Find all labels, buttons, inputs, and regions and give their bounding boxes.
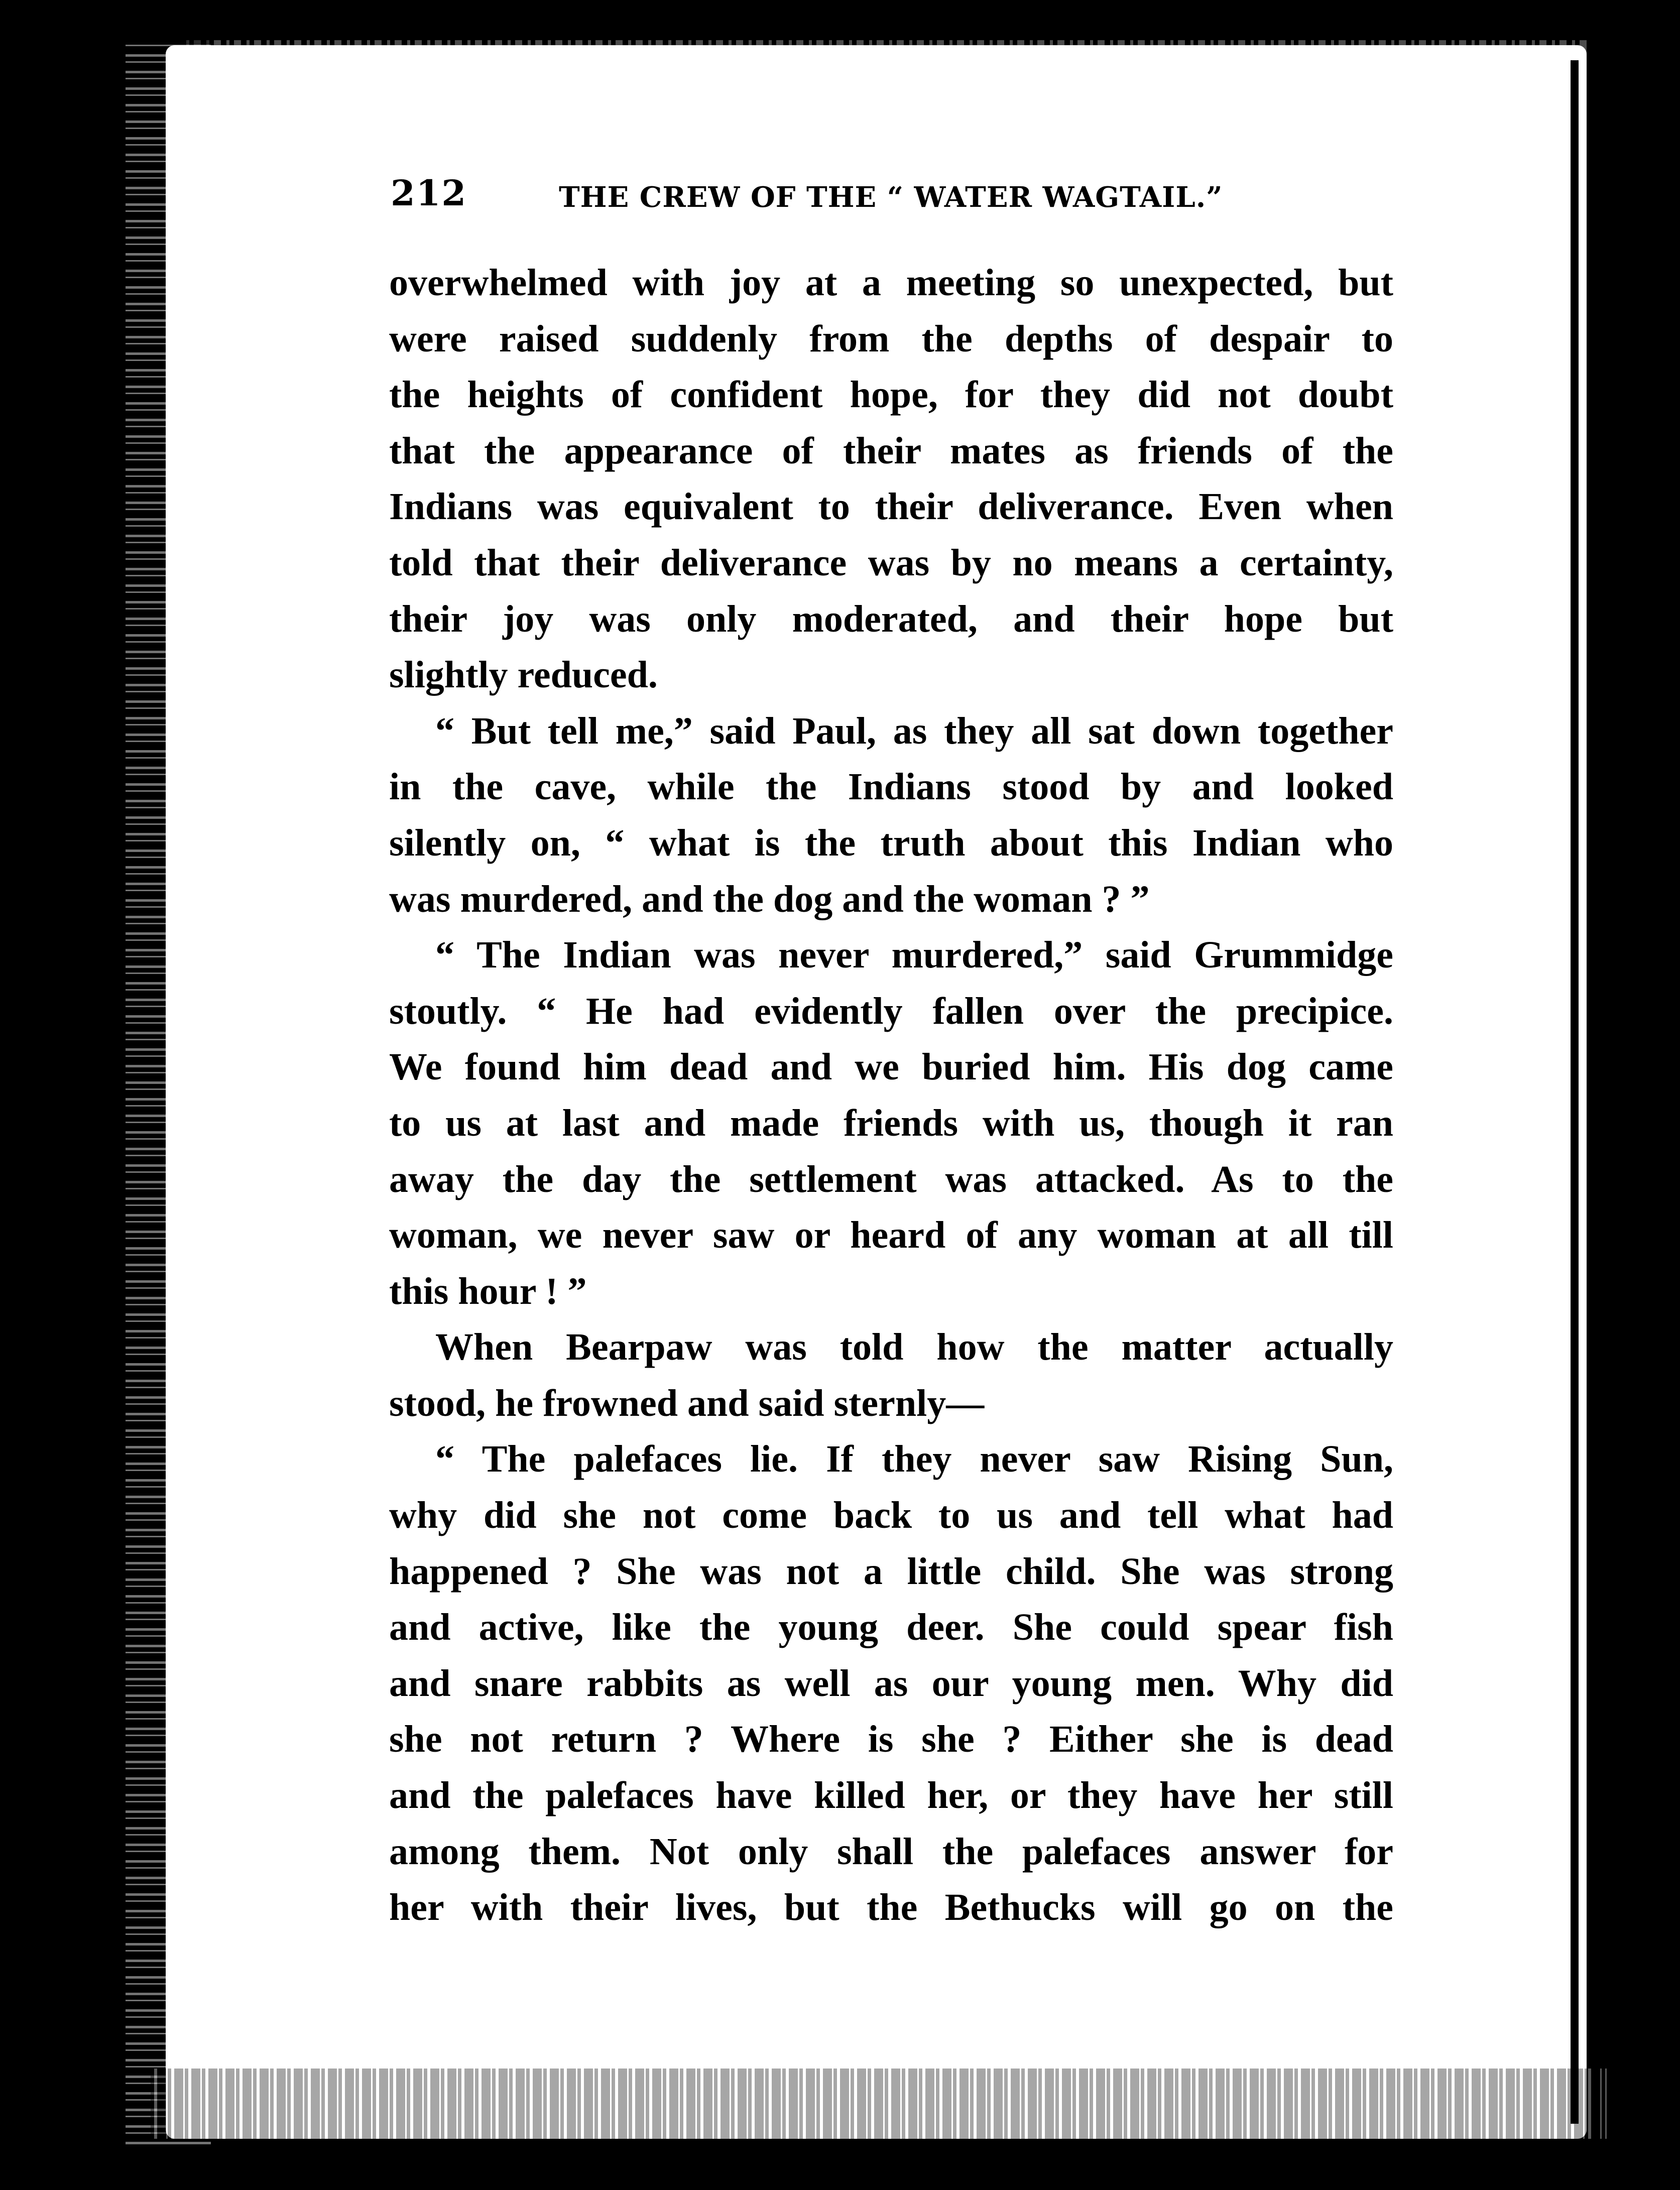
text-line: away the day the settlement was attacked. As to the: [389, 1158, 1393, 1200]
text-line: among them. Not only shall the palefaces answer for: [389, 1830, 1393, 1873]
text-line: and the palefaces have killed her, or they have her still: [389, 1774, 1393, 1817]
text-line: why did she not come back to us and tell what had: [389, 1494, 1393, 1537]
scan-edge-bottom: [151, 2069, 1607, 2139]
text-line: this hour ! ”: [389, 1270, 587, 1312]
text-line: “ But tell me,” said Paul, as they all sat down together: [435, 709, 1393, 752]
body-text: [389, 255, 1393, 1936]
text-line: “ The palefaces lie. If they never saw Rising Sun,: [435, 1438, 1393, 1481]
text-line: their joy was only moderated, and their hope but: [389, 597, 1393, 640]
text-line: her with their lives, but the Bethucks will go on the: [389, 1886, 1393, 1929]
text-line: When Bearpaw was told how the matter actually: [435, 1326, 1393, 1369]
text-line: “ The Indian was never murdered,” said Grummidge: [435, 934, 1393, 977]
text-line: woman, we never saw or heard of any woman at all till: [389, 1214, 1393, 1257]
text-line: slightly reduced.: [389, 654, 658, 696]
running-head: [391, 171, 1410, 216]
text-line: that the appearance of their mates as friends of the: [389, 429, 1393, 472]
text-line: were raised suddenly from the depths of despair to: [389, 317, 1393, 360]
text-line: stood, he frowned and said sternly—: [389, 1382, 985, 1424]
text-line: she not return ? Where is she ? Either she is dead: [389, 1718, 1393, 1761]
text-line: the heights of confident hope, for they did not doubt: [389, 374, 1393, 416]
text-line: told that their deliverance was by no means a certainty,: [389, 541, 1393, 584]
text-line: silently on, “ what is the truth about this Indian who: [389, 821, 1393, 864]
text-line: overwhelmed with joy at a meeting so unexpected, but: [389, 262, 1393, 304]
text-line: and active, like the young deer. She could spear fish: [389, 1606, 1393, 1649]
gutter-shadow: [1571, 60, 1579, 2124]
text-line: stoutly. “ He had evidently fallen over the precipice.: [389, 990, 1393, 1032]
text-line: in the cave, while the Indians stood by and looked: [389, 766, 1393, 808]
text-line: We found him dead and we buried him. His dog came: [389, 1046, 1393, 1088]
text-line: to us at last and made friends with us, though it ran: [389, 1102, 1393, 1144]
page-number: 212: [391, 172, 467, 214]
text-line: Indians was equivalent to their deliverance. Even when: [389, 485, 1393, 528]
text-line: happened ? She was not a little child. She was strong: [389, 1550, 1393, 1593]
running-title: THE CREW OF THE “ WATER WAGTAIL.”: [559, 181, 1223, 214]
text-line: and snare rabbits as well as our young men. Why did: [389, 1662, 1393, 1705]
text-line: was murdered, and the dog and the woman ? ”: [389, 878, 1150, 920]
